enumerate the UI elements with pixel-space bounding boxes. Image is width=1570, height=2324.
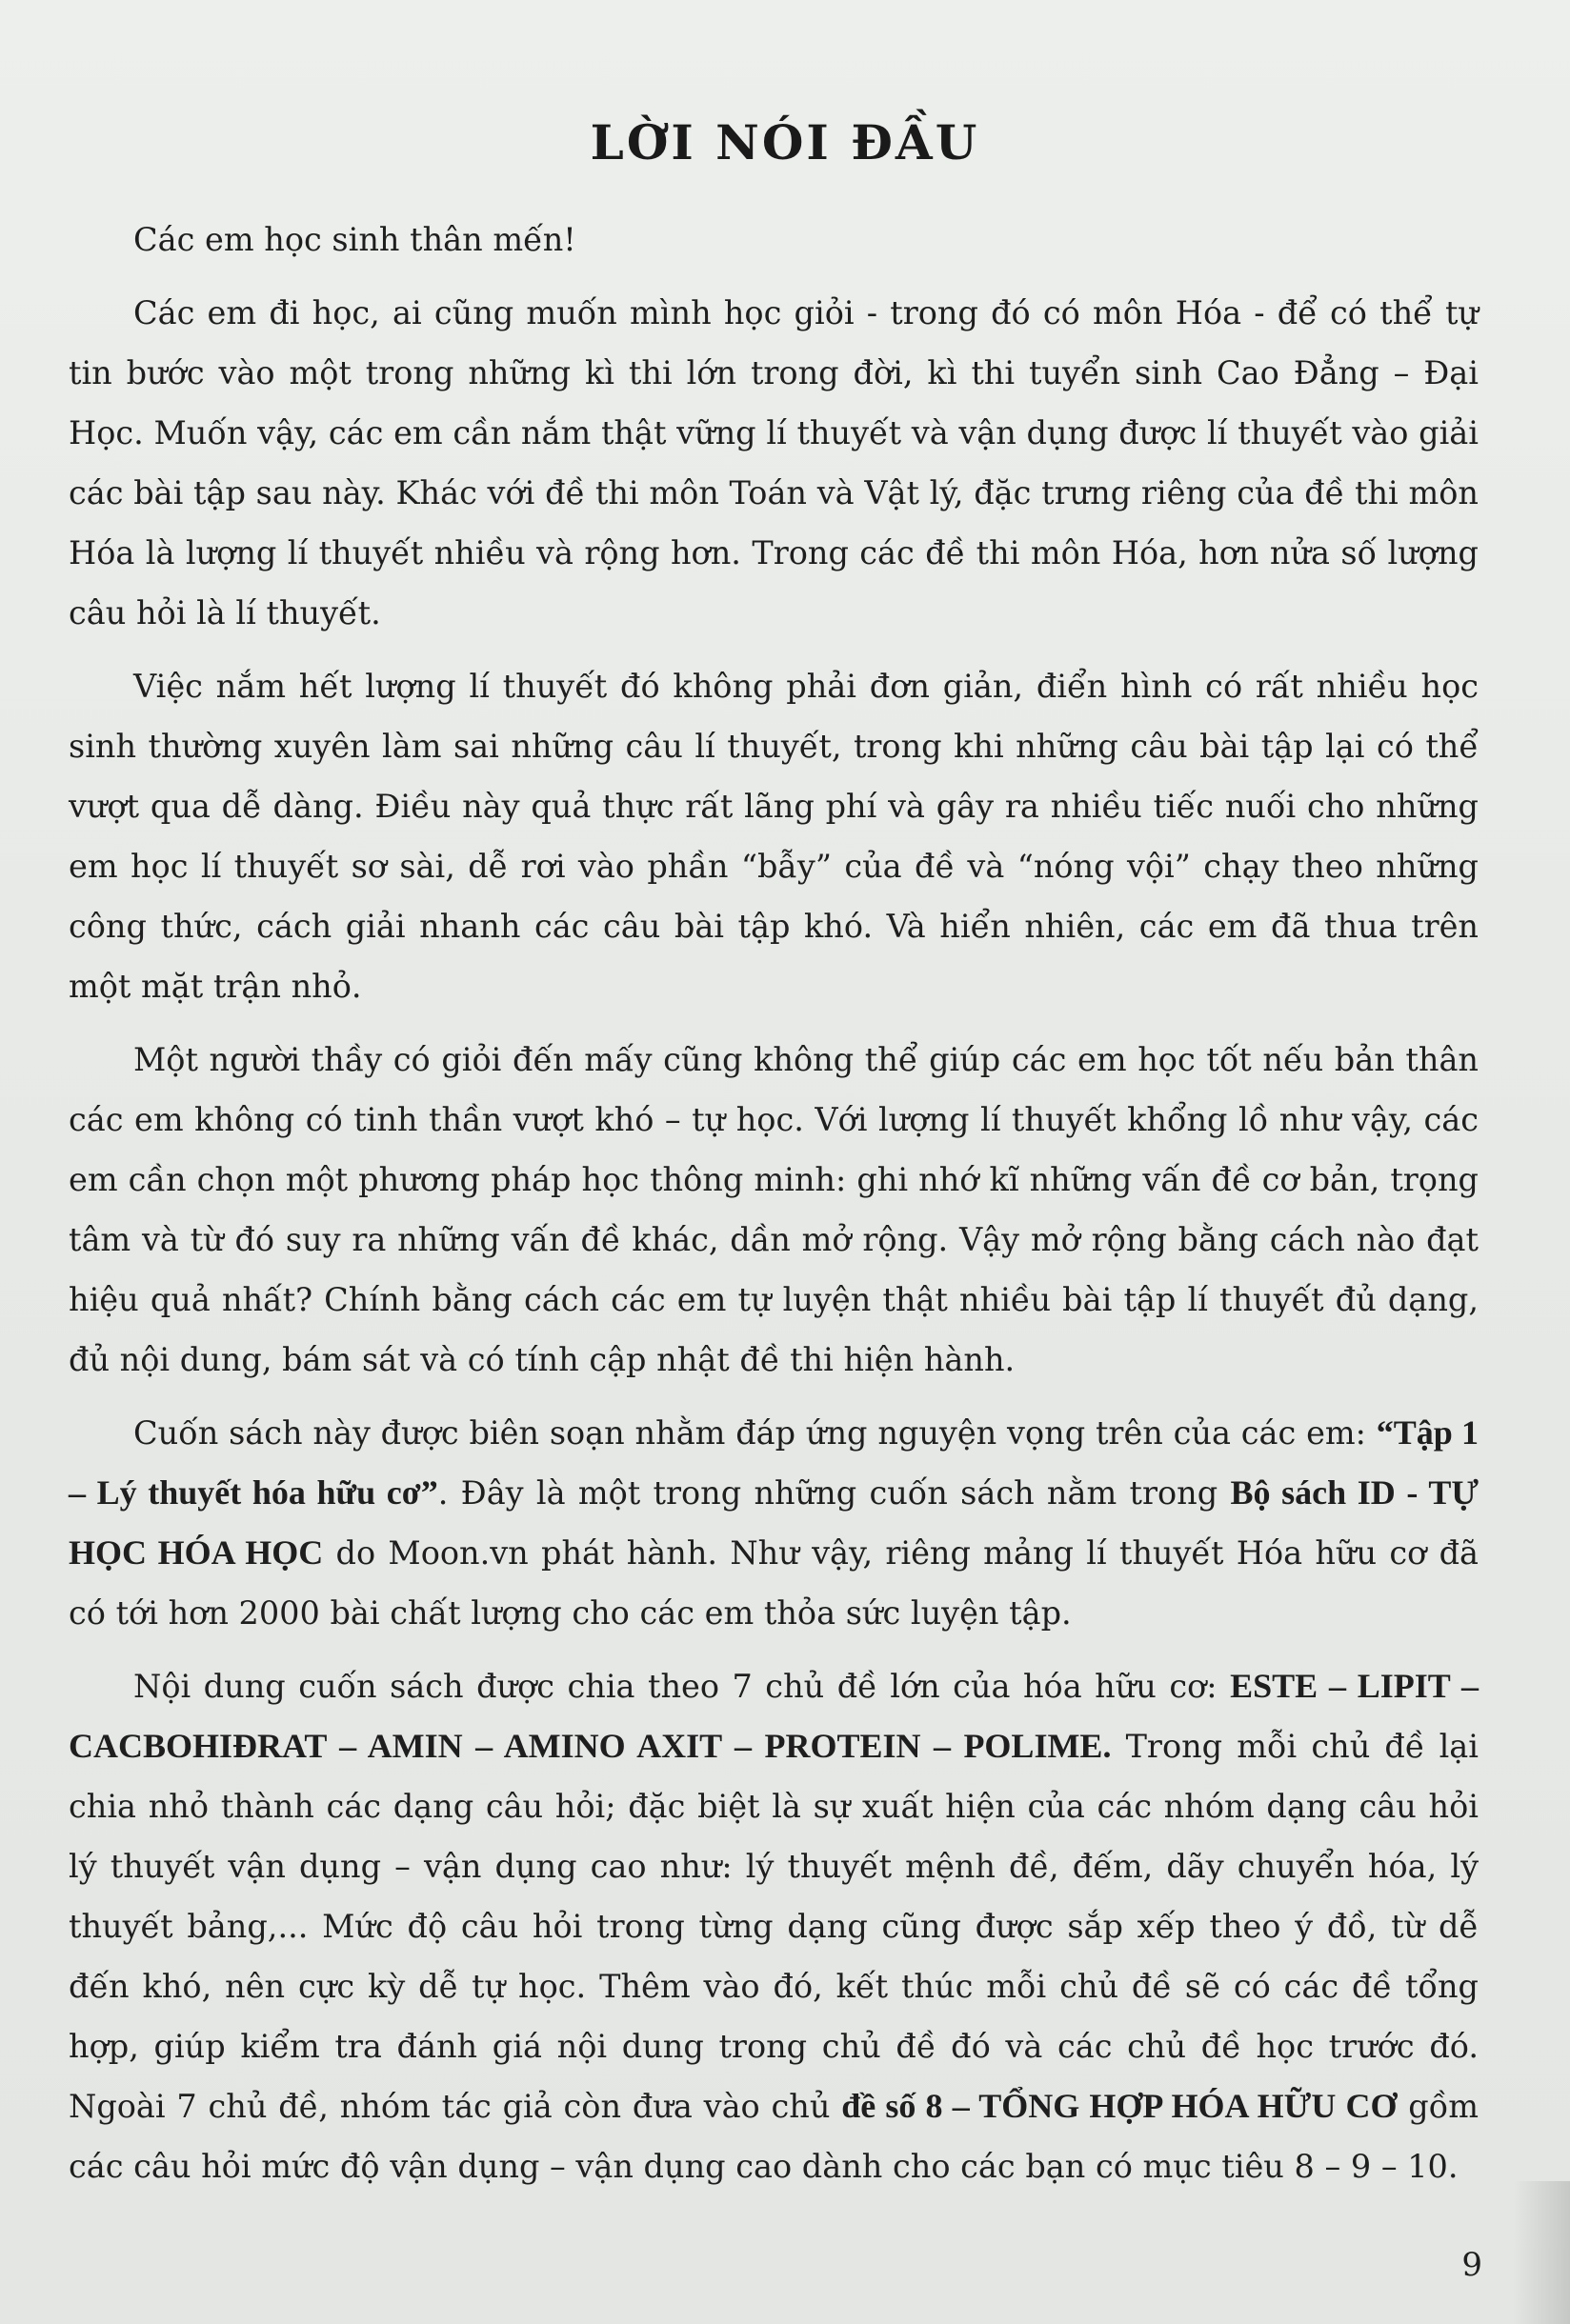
paragraph-5-text-2: Trong mỗi chủ đề lại chia nhỏ thành các dạng câu hỏi; đặc biệt là sự xuất hiện của các nhóm dạng câu hỏi lý thuyết vận dụng – vận dụng cao như: lý thuyết mệnh đề, đếm, dãy chuyển hóa, lý thuyết bảng,... Mức độ câu hỏi trong từng dạng cũng được sắp xếp theo ý đồ, từ dễ đến khó, nên cực kỳ dễ tự học. Thêm vào đó, kết thúc mỗi chủ đề sẽ có các đề tổng hợp, giúp kiểm tra đánh giá nội dung trong chủ đề đó và các chủ đề học trước đó. Ngoài 7 chủ đề, nhóm tác giả còn đưa vào chủ (69, 1728, 1479, 2125)
paragraph-5-text-3: gồm các câu hỏi mức độ vận dụng – vận dụng cao dành cho các bạn có mục tiêu 8 – 9 – 10. (69, 2088, 1479, 2185)
paragraph-2: Việc nắm hết lượng lí thuyết đó không phải đơn giản, điển hình có rất nhiều học sinh thường xuyên làm sai những câu lí thuyết, trong khi những câu bài tập lại có thể vượt qua dễ dàng. Điều này quả thực rất lãng phí và gây ra nhiều tiếc nuối cho những em học lí thuyết sơ sài, dễ rơi vào phần “bẫy” của đề và “nóng vội” chạy theo những công thức, cách giải nhanh các câu bài tập khó. Và hiển nhiên, các em đã thua trên một mặt trận nhỏ. (69, 668, 1479, 1005)
paragraph-5 (69, 1656, 1479, 2196)
body-text (69, 210, 1479, 2210)
page-edge-shadow (1513, 2181, 1570, 2324)
book-title-bold: “Tập 1 – Lý thuyết hóa hữu cơ” (69, 1413, 1479, 1512)
paragraph-4 (69, 1403, 1479, 1643)
paragraph-3: Một người thầy có giỏi đến mấy cũng không thể giúp các em học tốt nếu bản thân các em không có tinh thần vượt khó – tự học. Với lượng lí thuyết khổng lồ như vậy, các em cần chọn một phương pháp học thông minh: ghi nhớ kĩ những vấn đề cơ bản, trọng tâm và từ đó suy ra những vấn đề khác, dần mở rộng. Vậy mở rộng bằng cách nào đạt hiệu quả nhất? Chính bằng cách các em tự luyện thật nhiều bài tập lí thuyết đủ dạng, đủ nội dung, bám sát và có tính cập nhật đề thi hiện hành. (69, 1041, 1479, 1378)
topics-list-bold: ESTE – LIPIT – CACBOHIĐRAT – AMIN – AMINO AXIT – PROTEIN – POLIME. (69, 1667, 1479, 1765)
paragraph-4-text-3: do Moon.vn phát hành. Như vậy, riêng mảng lí thuyết Hóa hữu cơ đã có tới hơn 2000 bài chất lượng cho các em thỏa sức luyện tập. (69, 1534, 1479, 1632)
paragraph-4-text-1: Cuốn sách này được biên soạn nhằm đáp ứng nguyện vọng trên của các em: (133, 1414, 1377, 1452)
greeting: Các em học sinh thân mến! (133, 221, 576, 258)
page-title: LỜI NÓI ĐẦU (590, 114, 980, 170)
page-number: 9 (1461, 2246, 1482, 2284)
topic-8-bold: đề số 8 – TỔNG HỢP HÓA HỮU CƠ (841, 2087, 1398, 2125)
paragraph-4-text-2: . Đây là một trong những cuốn sách nằm trong (437, 1474, 1231, 1512)
series-name-bold: Bộ sách ID - TỰ HỌC HÓA HỌC (69, 1473, 1479, 1572)
paragraph-1: Các em đi học, ai cũng muốn mình học giỏi - trong đó có môn Hóa - để có thể tự tin bước vào một trong những kì thi lớn trong đời, kì thi tuyển sinh Cao Đẳng – Đại Học. Muốn vậy, các em cần nắm thật vững lí thuyết và vận dụng được lí thuyết vào giải các bài tập sau này. Khác với đề thi môn Toán và Vật lý, đặc trưng riêng của đề thi môn Hóa là lượng lí thuyết nhiều và rộng hơn. Trong các đề thi môn Hóa, hơn nửa số lượng câu hỏi là lí thuyết. (69, 294, 1479, 631)
paragraph-5-text-1: Nội dung cuốn sách được chia theo 7 chủ đề lớn của hóa hữu cơ: (133, 1668, 1231, 1705)
